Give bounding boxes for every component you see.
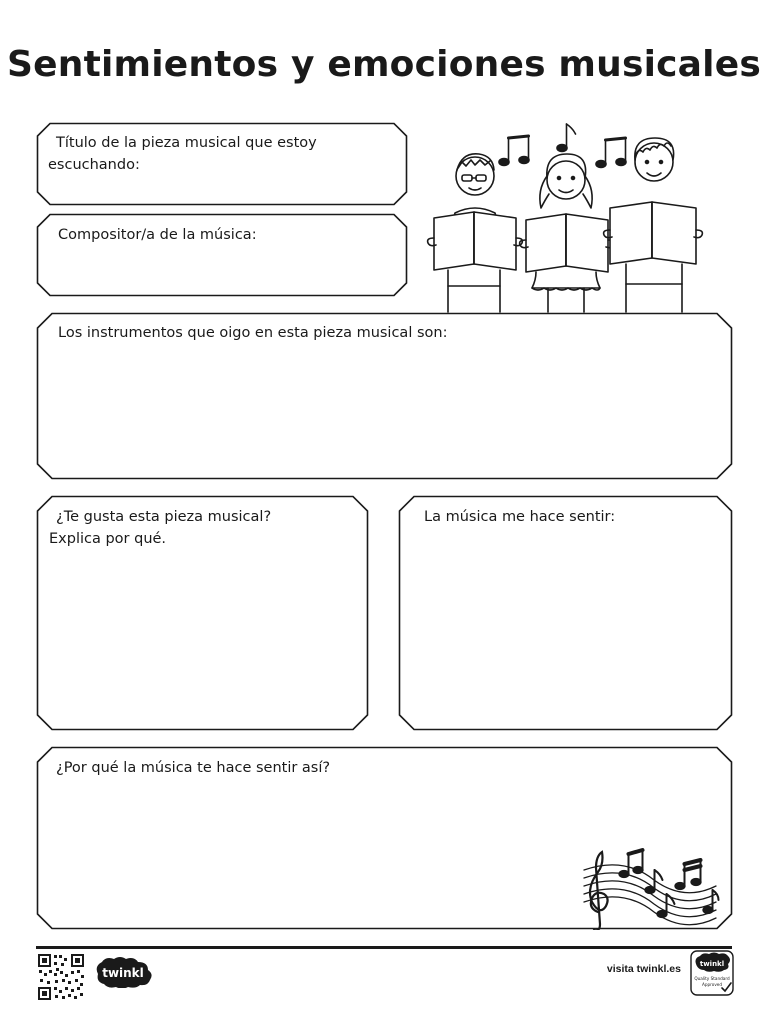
child-figure-left: [428, 154, 523, 312]
music-note-icon: [557, 124, 576, 152]
qr-code-icon[interactable]: [37, 953, 85, 1001]
feel-label: La música me hace sentir:: [424, 509, 616, 525]
footer-divider: [36, 946, 732, 949]
piece-title-box[interactable]: [36, 122, 408, 206]
worksheet-title: Sentimientos y emociones musicales: [7, 44, 761, 85]
visit-twinkl-link[interactable]: visita twinkl.es: [606, 963, 681, 975]
quality-standard-badge: [690, 950, 734, 996]
composer-label: Compositor/a de la música:: [58, 227, 257, 243]
like-label-1: ¿Te gusta esta pieza musical?: [56, 509, 272, 525]
music-note-icon: [499, 136, 529, 166]
child-figure-middle: [520, 154, 615, 312]
instruments-label: Los instrumentos que oigo en esta pieza musical son:: [58, 325, 448, 341]
twinkl-logo[interactable]: [92, 956, 156, 988]
music-notes-icon: [580, 840, 720, 930]
like-label-2: Explica por qué.: [49, 531, 167, 547]
why-label: ¿Por qué la música te hace sentir así?: [56, 760, 331, 776]
music-note-icon: [596, 138, 626, 168]
twinkl-logo-text: twinkl: [102, 966, 144, 980]
like-box[interactable]: [36, 495, 369, 731]
box-frame: [398, 495, 733, 731]
piece-title-label-2: escuchando:: [48, 157, 140, 173]
instruments-box[interactable]: [36, 312, 733, 480]
piece-title-label-1: Título de la pieza musical que estoy: [56, 135, 317, 151]
feel-box[interactable]: [398, 495, 733, 731]
badge-text-2: Approved: [701, 982, 723, 987]
badge-brand: twinkl: [699, 960, 725, 968]
children-singing-illustration: [420, 118, 720, 314]
composer-box[interactable]: [36, 213, 408, 297]
badge-text-1: Quality Standard: [694, 976, 730, 981]
